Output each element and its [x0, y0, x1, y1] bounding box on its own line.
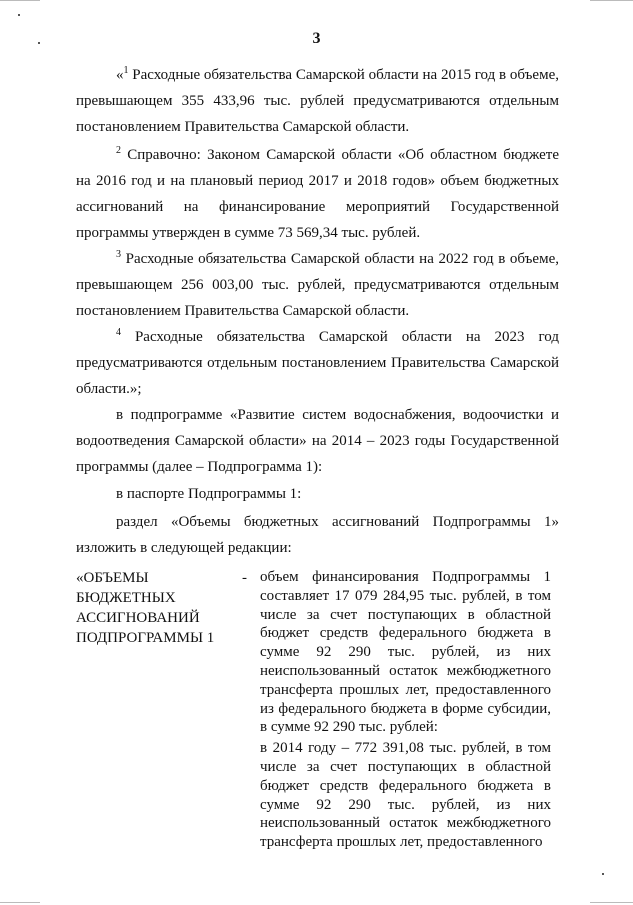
footnote-2: [76, 142, 559, 246]
passport-paragraph: в паспорте Подпрограммы 1:: [116, 486, 302, 502]
footnote-3-marker: 3: [116, 249, 121, 260]
scan-speck: [38, 42, 40, 44]
footnote-3: [76, 246, 559, 324]
footnote-1: [76, 62, 559, 140]
total-financing-text: объем финансирования Подпрограммы 1 составляет 17 079 284,95 тыс. рублей, в том числе за счет поступающих в областной бюджет средств федерального бюджета в сумме 92 290 тыс. рублей, из них неиспользованный остаток межбюджетного трансферта прошлых лет, предоставленного из федерального бюджета в форме субсидии, в сумме 92 290 тыс. рублей:: [260, 569, 551, 736]
footnote-1-open-quote: «: [116, 67, 124, 83]
year-2014-financing-text: в 2014 году – 772 391,08 тыс. рублей, в том числе за счет поступающих в областной бюджет средств федерального бюджета в сумме 92 290 тыс. рублей, из них неиспользованный остаток межбюджетного трансферта прошлых лет, предоставленного: [260, 740, 551, 851]
section-paragraph: раздел «Объемы бюджетных ассигнований Подпрограммы 1» изложить в следующей редакции:: [76, 514, 559, 556]
footnote-2-text: Справочно: Законом Самарской области «Об областном бюджете на 2016 год и на плановый период 2017 и 2018 годов» объем бюджетных ассигнований на финансирование мероприятий Государственной программы утвержден в сумме 73 569,34 тыс. рублей.: [76, 147, 559, 241]
footnote-1-marker: 1: [123, 65, 129, 76]
footnote-1-text: Расходные обязательства Самарской области на 2015 год в объеме, превышающем 355 433,96 тыс. рублей предусматриваются отдельным постановлением Правительства Самарской области.: [76, 67, 559, 135]
footnote-2-marker: 2: [116, 145, 121, 156]
bottom-left-scan-line: [0, 902, 40, 903]
footnote-4-text: Расходные обязательства Самарской области на 2023 год предусматриваются отдельным постановлением Правительства Самарской области.»;: [76, 329, 559, 397]
footnote-4-marker: 4: [116, 327, 121, 338]
scan-speck: [18, 14, 20, 16]
page-number: 3: [312, 30, 321, 47]
bottom-right-scan-line: [590, 902, 633, 903]
budget-volumes-header: «ОБЪЕМЫ БЮДЖЕТНЫХ АССИГНОВАНИЙ ПОДПРОГРАММЫ 1: [76, 570, 215, 646]
budget-volumes-content: [260, 568, 551, 852]
subprogram-paragraph: в подпрограмме «Развитие систем водоснабжения, водоочистки и водоотведения Самарской области» на 2014 – 2023 годы Государственной программы (далее – Подпрограмма 1):: [76, 407, 559, 475]
top-left-scan-line: [0, 0, 40, 1]
footnote-4: [76, 324, 559, 402]
scan-speck: [602, 873, 604, 875]
table-dash: -: [242, 570, 247, 586]
top-right-scan-line: [590, 0, 633, 1]
footnote-3-text: Расходные обязательства Самарской области на 2022 год в объеме, превышающем 256 003,00 тыс. рублей, предусматриваются отдельным постановлением Правительства Самарской области.: [76, 251, 559, 319]
